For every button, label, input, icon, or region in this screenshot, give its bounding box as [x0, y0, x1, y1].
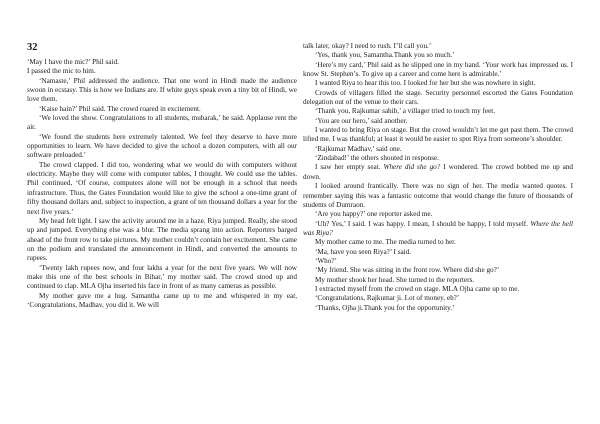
paragraph: ‘We loved the show. Congratulations to all students, mubarak,’ he said. Applause rent the air.: [27, 114, 297, 132]
paragraph: ‘Thank you, Rajkumar sahib,’ a villager tried to touch my feet.: [315, 107, 496, 116]
italic-thought: Where did she go?: [383, 163, 441, 172]
paragraph: My mother gave me a hug. Samantha came up to me and whispered in my ear, ‘Congratulations, Madhav, you did it. We will: [27, 291, 297, 309]
paragraph: Crowds of villagers filled the stage. Security personnel escorted the Gates Foundation delegation out of the venue to their cars.: [303, 88, 573, 107]
paragraph: ‘Kaise hain?’ Phil said. The crowd roared in excitement.: [39, 104, 201, 113]
paragraph: ‘Ma, have you seen Riya?’ I said.: [315, 247, 412, 256]
paragraph: ‘Rajkumar Madhav,’ said one.: [315, 144, 402, 153]
paragraph: ‘Here’s my card,’ Phil said as he slipped one in my hand. ‘Your work has impressed us. I know St. Stephen’s. To give up a career and come here is admirable.’: [303, 60, 573, 79]
italic-thought: Where the hell was Riya?: [303, 219, 573, 237]
paragraph: ‘You are our hero,’ said another.: [315, 116, 408, 125]
paragraph: ‘We found the students here extremely talented. We feel they deserve to have more opportunities to learn. We have decided to give the school a dozen computers, with all our software preloaded.’: [27, 132, 297, 160]
paragraph: ‘May I have the mic?’ Phil said.: [27, 58, 119, 66]
paragraph: ‘Namaste,’ Phil addressed the audience. That one word in Hindi made the audience swoon in ecstasy. This is how we Indians are. If white guys speak even a tiny bit of Hindi, we love them.: [27, 76, 297, 104]
paragraph: My mother shook her head. She turned to the reporters.: [315, 275, 475, 284]
paragraph: I looked around frantically. There was no sign of her. The media wanted quotes. I remember saying this was a fantastic outcome that would change the future of thousands of students of Dumraon.: [303, 182, 573, 209]
paragraph: My head felt light. I saw the activity around me in a haze. Riya jumped. Really, she stood up and jumped. Everything else was a blur. The media sprang into action. Reporters barged ahead of the front row to take pictures. My mother couldn’t contain her excitement. She came on the podium and translated the announcement in Hindi, and converted the amounts to rupees.: [27, 216, 297, 263]
paragraph: [303, 220, 573, 239]
page-number: 32: [27, 42, 38, 53]
paragraph: I wanted to bring Riya on stage. But the crowd wouldn’t let me get past them. The crowd lifted me. I was thankful; at least it would be easier to spot Riya from someone’s shoulder.: [303, 126, 573, 144]
paragraph: ‘Zindabad!’ the others shouted in response.: [315, 154, 440, 163]
paragraph: [303, 163, 573, 182]
paragraph: My mother came to me. The media turned to her.: [315, 238, 456, 247]
paragraph: I wanted Riya to hear this too. I looked for her but she was nowhere in sight.: [315, 79, 536, 88]
paragraph: ‘Are you happy?’ one reporter asked me.: [315, 210, 433, 219]
paragraph-text: ‘Uh? Yes,’ I said. I was happy. I mean, I should be happy, I told myself.: [315, 219, 528, 228]
left-column: [27, 58, 297, 310]
paragraph: ‘Who?’: [315, 256, 337, 265]
paragraph: ‘Thanks, Ojha ji.Thank you for the opportunity.’: [315, 303, 455, 312]
paragraph-continuation: talk later, okay? I need to rush. I’ll call you.’: [303, 42, 432, 50]
paragraph: I passed the mic to him.: [27, 67, 96, 76]
paragraph: The crowd clapped. I did too, wondering what we would do with computers without electricity. Maybe they will come with computer tables, I thought. We could use the tables. Phil continued, ‘Of course, computers alone will not be enough in a school that needs infrastructure. Thus, the Gates Foundation would like to give the school a one-time grant of fifty thousand dollars and, subject to inspection, a grant of ten thousand dollars a year for the next five years.’: [27, 160, 297, 216]
paragraph: ‘Twenty lakh rupees now, and four lakhs a year for the next five years. We will now make this one of the best schools in Bihar,’ my mother said. The crowd stood up and continued to clap. MLA Ojha inserted his face in front of as many cameras as possible.: [27, 263, 297, 291]
right-column: [303, 42, 573, 313]
paragraph: ‘Yes, thank you, Samantha.Thank you so much.’: [315, 51, 455, 60]
paragraph: ‘My friend. She was sitting in the front row. Where did she go?’: [315, 266, 500, 275]
paragraph-text: I wondered. The crowd bobbed me up and down.: [303, 163, 574, 181]
paragraph-text: I saw her empty seat.: [315, 163, 381, 172]
paragraph: I extracted myself from the crowd on stage. MLA Ojha came up to me.: [315, 284, 520, 293]
paragraph: ‘Congratulations, Rajkumar ji. Lot of money, eh?’: [315, 294, 460, 303]
